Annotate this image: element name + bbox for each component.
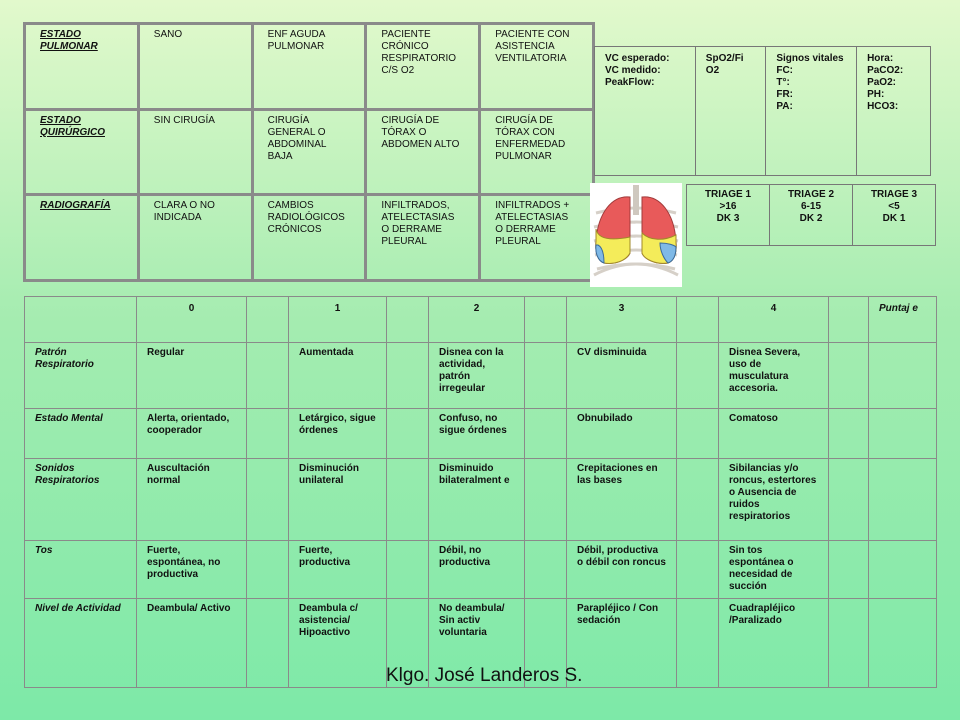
triage-1-cell xyxy=(687,185,770,246)
triage-dk: DK 2 xyxy=(799,213,823,224)
table-cell xyxy=(247,297,289,343)
table-cell: Débil, no productiva xyxy=(429,540,525,598)
blood-gas-cell xyxy=(857,47,931,176)
table-cell: SANO xyxy=(138,24,252,110)
triage-range: 6-15 xyxy=(800,201,821,212)
table-row xyxy=(25,540,937,598)
info-line: FR: xyxy=(776,89,794,100)
lung-diagram-image xyxy=(590,183,682,287)
table-cell xyxy=(525,342,567,408)
table-row xyxy=(595,47,931,176)
table-cell xyxy=(677,342,719,408)
table-cell xyxy=(677,458,719,540)
table-row xyxy=(25,458,937,540)
triage-title: TRIAGE 1 xyxy=(704,189,752,200)
triage-3-cell xyxy=(853,185,936,246)
info-line: PA: xyxy=(776,101,793,112)
table-cell: Aumentada xyxy=(289,342,387,408)
table-row xyxy=(25,24,594,110)
table-cell: CIRUGÍA GENERAL O ABDOMINAL BAJA xyxy=(252,109,366,195)
row-label: Tos xyxy=(25,540,137,598)
table-cell xyxy=(829,598,869,687)
triage-2-cell xyxy=(770,185,853,246)
table-header-row xyxy=(25,297,937,343)
info-line: VC esperado: xyxy=(605,53,670,64)
table-cell xyxy=(387,297,429,343)
pulmonary-status-table xyxy=(23,22,595,282)
header-score-total: Puntaj e xyxy=(869,297,937,343)
triage-table xyxy=(686,184,936,246)
info-line: PaCO2: xyxy=(867,65,904,76)
triage-dk: DK 1 xyxy=(882,213,906,224)
table-cell: CIRUGÍA DE TÓRAX CON ENFERMEDAD PULMONAR xyxy=(480,109,594,195)
triage-dk: DK 3 xyxy=(716,213,740,224)
spirometry-cell xyxy=(595,47,696,176)
table-cell: Disnea Severa, uso de musculatura accesoria. xyxy=(719,342,829,408)
table-cell: INFILTRADOS, ATELECTASIAS O DERRAME PLEURAL xyxy=(366,195,480,281)
table-cell xyxy=(677,297,719,343)
table-cell: Sibilancias y/o roncus, estertores o Ausencia de ruidos respiratorios xyxy=(719,458,829,540)
lung-icon xyxy=(590,183,682,287)
header-score-1: 1 xyxy=(289,297,387,343)
table-cell: Parapléjico / Con sedación xyxy=(567,598,677,687)
table-row xyxy=(25,342,937,408)
table-cell xyxy=(247,408,289,458)
table-row xyxy=(25,109,594,195)
triage-title: TRIAGE 2 xyxy=(787,189,835,200)
table-cell: CAMBIOS RADIOLÓGICOS CRÓNICOS xyxy=(252,195,366,281)
table-cell: Regular xyxy=(137,342,247,408)
info-line: SpO2/Fi O2 xyxy=(705,53,744,76)
table-cell: Alerta, orientado, cooperador xyxy=(137,408,247,458)
info-line: HCO3: xyxy=(867,101,899,112)
table-cell xyxy=(829,297,869,343)
info-line: Hora: xyxy=(867,53,894,64)
table-cell: CLARA O NO INDICADA xyxy=(138,195,252,281)
table-cell: INFILTRADOS + ATELECTASIAS O DERRAME PLEURAL xyxy=(480,195,594,281)
header-score-4: 4 xyxy=(719,297,829,343)
table-cell xyxy=(387,458,429,540)
score-input-cell[interactable] xyxy=(869,458,937,540)
info-line: FC: xyxy=(776,65,794,76)
table-cell: Cuadrapléjico /Paralizado xyxy=(719,598,829,687)
table-cell: Obnubilado xyxy=(567,408,677,458)
info-line: PaO2: xyxy=(867,77,896,88)
table-cell: Deambula/ Activo xyxy=(137,598,247,687)
triage-range: <5 xyxy=(888,201,900,212)
info-line: Signos vitales xyxy=(776,53,844,64)
table-row xyxy=(25,195,594,281)
table-cell: No deambula/ Sin activ voluntaria xyxy=(429,598,525,687)
table-cell: ENF AGUDA PULMONAR xyxy=(252,24,366,110)
table-cell: Fuerte, productiva xyxy=(289,540,387,598)
table-cell: Débil, productiva o débil con roncus xyxy=(567,540,677,598)
vitals-info-box xyxy=(594,46,931,176)
header-score-3: 3 xyxy=(567,297,677,343)
row-label: Sonidos Respiratorios xyxy=(25,458,137,540)
table-cell: Comatoso xyxy=(719,408,829,458)
table-cell xyxy=(387,342,429,408)
info-line: PH: xyxy=(867,89,885,100)
author-credit: Klgo. José Landeros S. xyxy=(386,665,583,686)
header-score-0: 0 xyxy=(137,297,247,343)
info-line: VC medido: xyxy=(605,65,661,76)
table-cell xyxy=(247,458,289,540)
table-cell: Confuso, no sigue órdenes xyxy=(429,408,525,458)
score-input-cell[interactable] xyxy=(869,540,937,598)
table-cell: PACIENTE CRÓNICO RESPIRATORIO C/S O2 xyxy=(366,24,480,110)
row-label: Estado Mental xyxy=(25,408,137,458)
score-input-cell[interactable] xyxy=(869,342,937,408)
row-label-surgical: ESTADO QUIRÚRGICO xyxy=(25,109,139,195)
row-label: Patrón Respiratorio xyxy=(25,342,137,408)
table-cell xyxy=(677,408,719,458)
table-cell xyxy=(829,540,869,598)
row-label-pulmonary: ESTADO PULMONAR xyxy=(25,24,139,110)
respiratory-score-table xyxy=(24,296,937,688)
table-cell: CIRUGÍA DE TÓRAX O ABDOMEN ALTO xyxy=(366,109,480,195)
table-cell xyxy=(525,408,567,458)
table-cell xyxy=(247,342,289,408)
table-cell xyxy=(677,598,719,687)
table-cell xyxy=(247,540,289,598)
table-cell: Crepitaciones en las bases xyxy=(567,458,677,540)
header-score-2: 2 xyxy=(429,297,525,343)
table-cell: Fuerte, espontánea, no productiva xyxy=(137,540,247,598)
table-cell: Disnea con la actividad, patrón irregeular xyxy=(429,342,525,408)
table-cell: CV disminuida xyxy=(567,342,677,408)
table-cell xyxy=(525,458,567,540)
table-cell xyxy=(829,342,869,408)
table-cell: PACIENTE CON ASISTENCIA VENTILATORIA xyxy=(480,24,594,110)
table-cell xyxy=(387,540,429,598)
triage-title: TRIAGE 3 xyxy=(870,189,918,200)
table-cell: Sin tos espontánea o necesidad de succión xyxy=(719,540,829,598)
table-row xyxy=(687,185,936,246)
spo2-cell xyxy=(695,47,766,176)
table-cell xyxy=(829,408,869,458)
table-cell: SIN CIRUGÍA xyxy=(138,109,252,195)
triage-range: >16 xyxy=(719,201,737,212)
vital-signs-cell xyxy=(766,47,857,176)
score-input-cell[interactable] xyxy=(869,408,937,458)
score-input-cell[interactable] xyxy=(869,598,937,687)
table-cell: Letárgico, sigue órdenes xyxy=(289,408,387,458)
table-cell: Deambula c/ asistencia/ Hipoactivo xyxy=(289,598,387,687)
table-cell: Disminuido bilateralment e xyxy=(429,458,525,540)
info-line: T°: xyxy=(776,77,790,88)
table-cell xyxy=(247,598,289,687)
row-label-radiography: RADIOGRAFÍA xyxy=(25,195,139,281)
table-cell xyxy=(525,540,567,598)
table-cell: Disminución unilateral xyxy=(289,458,387,540)
table-cell: Auscultación normal xyxy=(137,458,247,540)
table-cell xyxy=(525,297,567,343)
table-cell xyxy=(387,408,429,458)
table-cell xyxy=(677,540,719,598)
table-cell xyxy=(829,458,869,540)
info-line: PeakFlow: xyxy=(605,77,655,88)
table-cell xyxy=(25,297,137,343)
table-row xyxy=(25,408,937,458)
row-label: Nivel de Actividad xyxy=(25,598,137,687)
